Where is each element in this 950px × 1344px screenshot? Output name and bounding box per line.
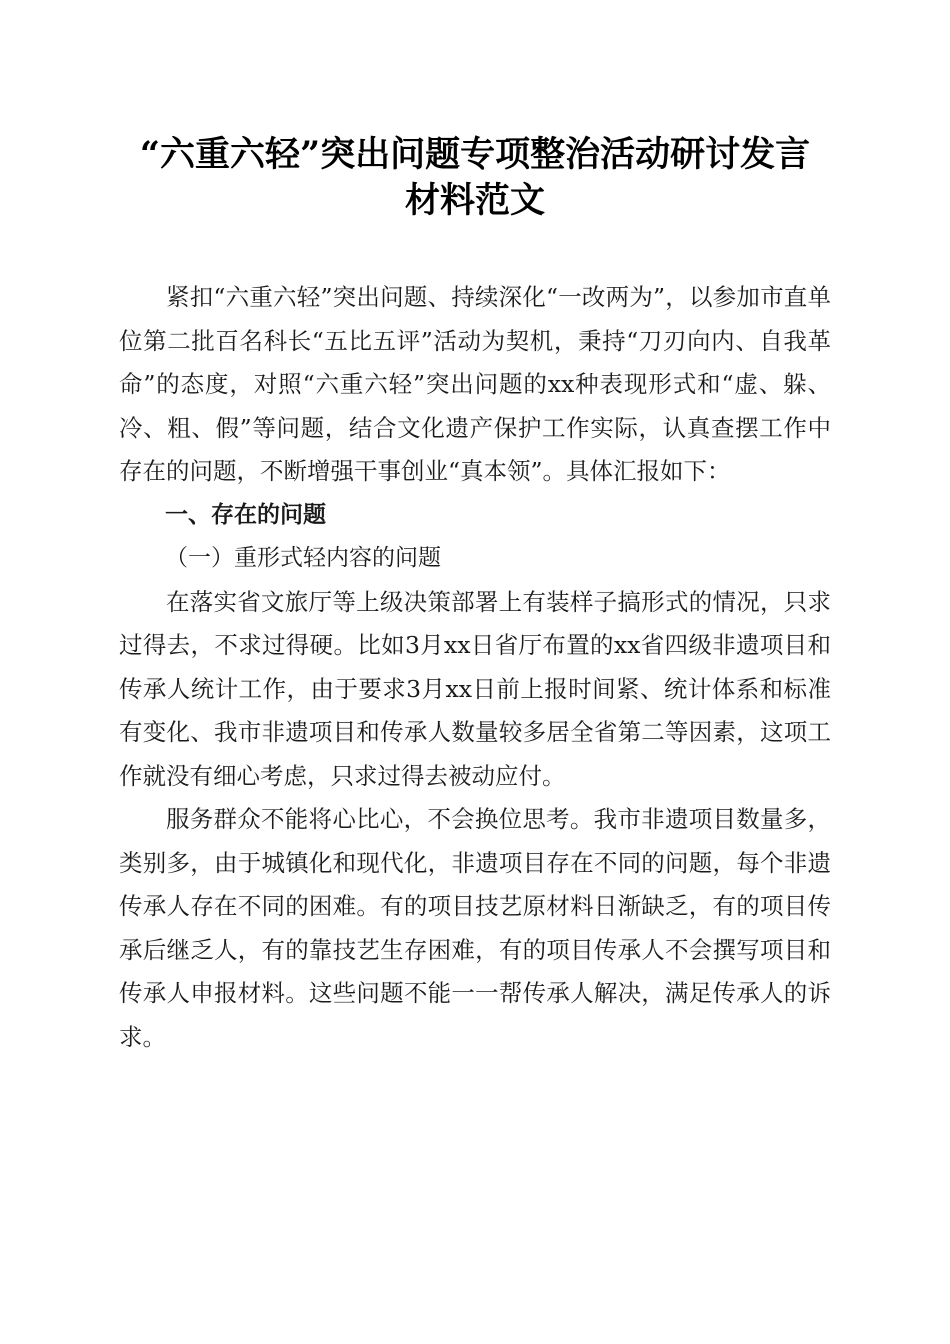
- document-title: [100, 132, 850, 224]
- title-line-2: 材料范文: [404, 180, 545, 221]
- title-line-1: “六重六轻”突出问题专项整治活动研讨发言: [139, 134, 811, 175]
- body-paragraph-2: 服务群众不能将心比心，不会换位思考。我市非遗项目数量多，类别多，由于城镇化和现代化，非遗项目存在不同的问题，每个非遗传承人存在不同的困难。有的项目技艺原材料日渐缺乏，有的项目传承后继乏人，有的靠技艺生存困难，有的项目传承人不会撰写项目和传承人申报材料。这些问题不能一一帮传承人解决，满足传承人的诉求。: [119, 805, 831, 1051]
- subsection-heading-form-over-content: （一）重形式轻内容的问题: [165, 545, 441, 571]
- section-heading-problems: 一、存在的问题: [165, 501, 326, 528]
- document-body: [119, 276, 831, 1059]
- body-paragraph-1: 在落实省文旅厅等上级决策部署上有装样子搞形式的情况，只求过得去，不求过得硬。比如3月xx日省厅布置的xx省四级非遗项目和传承人统计工作，由于要求3月xx日前上报时间紧、统计体系和标准有变化、我市非遗项目和传承人数量较多居全省第二等因素，这项工作就没有细心考虑，只求过得去被动应付。: [119, 587, 831, 790]
- intro-paragraph: 紧扣“六重六轻”突出问题、持续深化“一改两为”，以参加市直单位第二批百名科长“五比五评”活动为契机，秉持“刀刃向内、自我革命”的态度，对照“六重六轻”突出问题的xx种表现形式和“虚、躲、冷、粗、假”等问题，结合文化遗产保护工作实际，认真查摆工作中存在的问题，不断增强干事创业“真本领”。具体汇报如下：: [119, 283, 831, 485]
